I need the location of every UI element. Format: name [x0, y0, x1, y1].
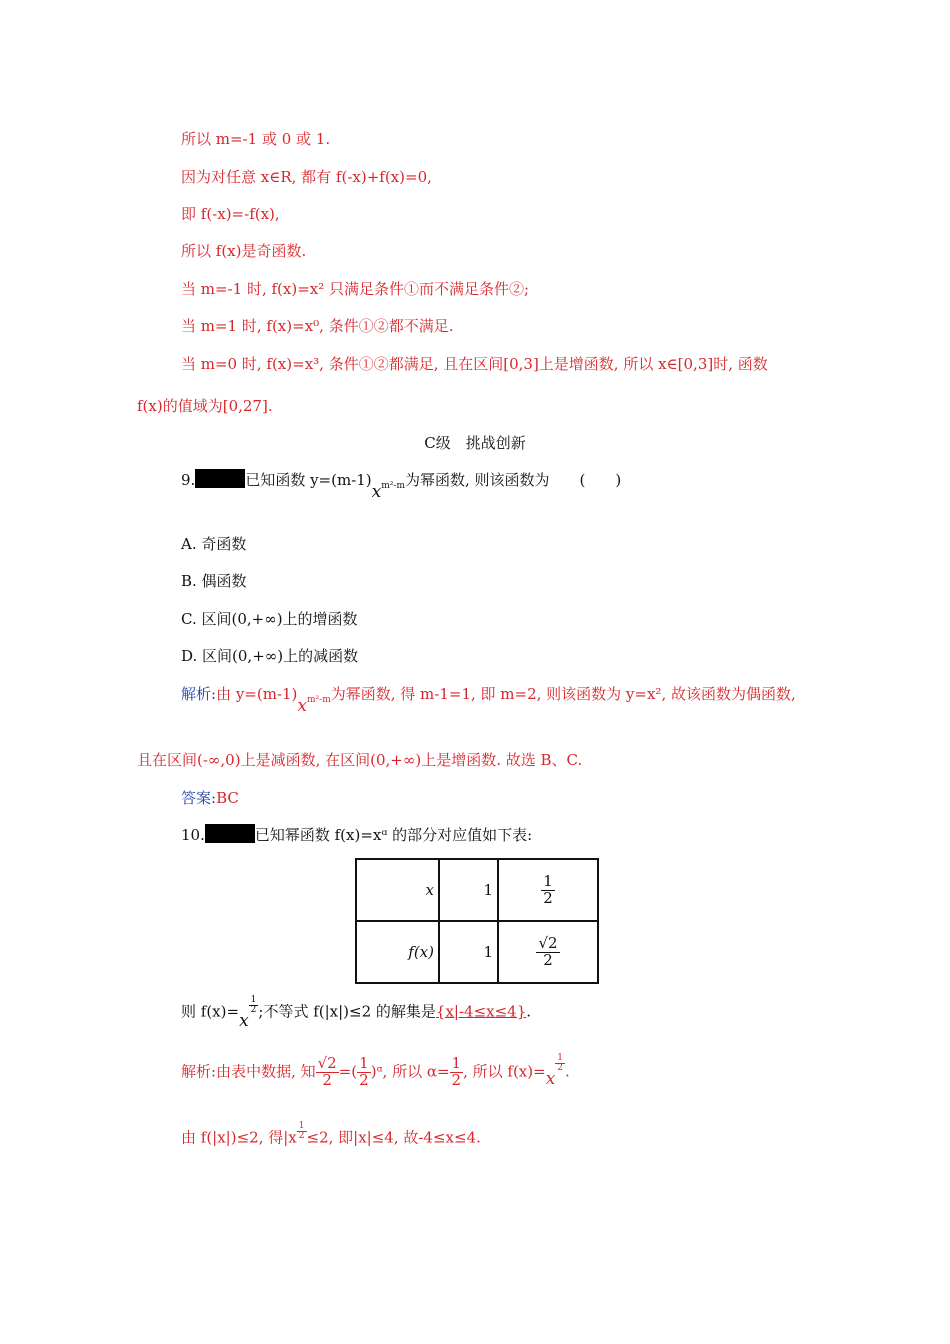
- analysis-text: 由 f(|x|)≤2, 得|x: [181, 1128, 297, 1147]
- question-9-analysis: [181, 683, 796, 716]
- question-9-analysis-cont: 且在区间(-∞,0)上是减函数, 在区间(0,+∞)上是增函数. 故选 B、C.: [137, 751, 583, 769]
- option-a: A. 奇函数: [181, 535, 247, 553]
- question-number: 10.: [181, 826, 205, 844]
- table-cell: 1: [439, 859, 498, 921]
- fraction: $\frac{√2}{2}$: [538, 933, 558, 969]
- exponent-fraction: $\frac{1}{2}$: [250, 995, 257, 1016]
- analysis-text: 为幂函数, 得 m-1=1, 即 m=2, 则该函数为 y=x², 故该函数为偶函数,: [330, 685, 796, 703]
- redaction-box: [205, 824, 255, 843]
- analysis-label: 解析:: [181, 685, 217, 703]
- exponent-fraction: $\frac{1}{2}$: [557, 1053, 564, 1074]
- answer-label: 答案:: [181, 789, 217, 807]
- solution-line: 当 m=-1 时, f(x)=x² 只满足条件①而不满足条件②;: [181, 280, 530, 298]
- solution-line: 当 m=0 时, f(x)=x³, 条件①②都满足, 且在区间[0,3]上是增函数, 所以 x∈[0,3]时, 函数: [181, 355, 768, 373]
- solution-line: 所以 f(x)是奇函数.: [181, 242, 307, 260]
- table-row: [356, 921, 598, 983]
- answer-value: {x|-4≤x≤4}: [435, 1002, 527, 1021]
- section-title: C级 挑战创新: [424, 434, 526, 452]
- question-10-stem: [181, 824, 532, 845]
- power-exponent: m²-m: [381, 481, 405, 491]
- question-10-analysis: 解析:由表中数据, 知 $\frac{√2}{2}$ =( $\frac{1}{2}$ )ᵅ, 所以 α= $\frac{1}{2}$ , 所以 f(x)=x $\frac{1}{2}$ .: [181, 1053, 570, 1090]
- analysis-label: 解析:: [181, 1062, 217, 1081]
- solution-line: 因为对任意 x∈R, 都有 f(-x)+f(x)=0,: [181, 168, 432, 186]
- question-10-fill: 则 f(x)=x $\frac{1}{2}$ ;不等式 f(|x|)≤2 的解集是{x|-4≤x≤4}.: [181, 995, 532, 1032]
- analysis-text: ≤2, 即|x|≤4, 故-4≤x≤4.: [306, 1128, 481, 1147]
- fraction: $\frac{1}{2}$: [359, 1054, 369, 1089]
- table-cell: [498, 859, 598, 921]
- table-cell: f(x): [356, 921, 439, 983]
- value-table: [355, 858, 599, 984]
- option-d: D. 区间(0,+∞)上的减函数: [181, 647, 359, 665]
- redaction-box: [195, 469, 245, 488]
- question-10-analysis-cont: [181, 1122, 481, 1147]
- answer-value: BC: [216, 789, 239, 807]
- option-b: B. 偶函数: [181, 572, 247, 590]
- table-row: [356, 859, 598, 921]
- power-base: x: [371, 482, 382, 502]
- analysis-text: 由表中数据, 知: [216, 1062, 316, 1081]
- solution-line: 当 m=1 时, f(x)=x⁰, 条件①②都不满足.: [181, 317, 454, 335]
- table-cell: x: [356, 859, 439, 921]
- option-c: C. 区间(0,+∞)上的增函数: [181, 610, 358, 628]
- question-9-answer: [181, 787, 239, 808]
- table-cell: [498, 921, 598, 983]
- stem-text: 则 f(x)=: [181, 1002, 240, 1021]
- stem-text: 已知幂函数 f(x)=xᵅ 的部分对应值如下表:: [254, 826, 533, 844]
- stem-text: ;不等式 f(|x|)≤2 的解集是: [258, 1002, 436, 1021]
- stem-text: 已知函数 y=(m-1): [245, 471, 372, 489]
- solution-line: f(x)的值域为[0,27].: [137, 397, 273, 415]
- exponent-fraction: $\frac{1}{2}$: [298, 1121, 305, 1142]
- question-number: 9.: [181, 471, 196, 489]
- table-cell: 1: [439, 921, 498, 983]
- solution-line: 所以 m=-1 或 0 或 1.: [181, 130, 331, 148]
- fraction: $\frac{√2}{2}$: [317, 1054, 337, 1089]
- answer-paren: ( ): [579, 471, 622, 489]
- solution-line: 即 f(-x)=-f(x),: [181, 205, 280, 223]
- fraction: $\frac{1}{2}$: [451, 1054, 462, 1089]
- power-exponent: m²-m: [307, 695, 331, 705]
- question-9-stem: [181, 469, 622, 502]
- fraction: $\frac{1}{2}$: [543, 871, 553, 907]
- analysis-text: 由 y=(m-1): [216, 685, 298, 703]
- power-base: x: [297, 696, 308, 716]
- stem-text: 为幂函数, 则该函数为: [404, 471, 550, 489]
